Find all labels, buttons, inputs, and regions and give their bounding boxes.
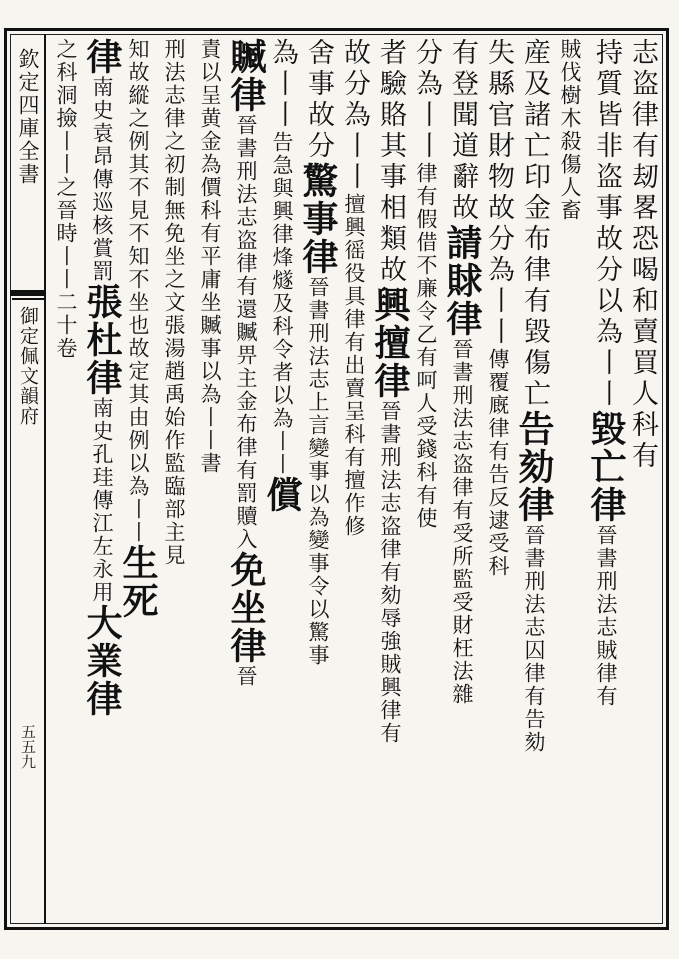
text-column	[513, 38, 555, 922]
entry-text: 傳覆廐律有告反逮受科	[486, 348, 510, 578]
entry-text: 責以呈黄金為價科有平庸坐贓事以為丨丨	[198, 38, 222, 452]
margin-book-title: 欽定四庫全書	[16, 48, 40, 186]
entry-heading: 告劾律	[513, 410, 555, 524]
entry-text: 晉時丨丨二十卷	[54, 199, 78, 360]
entry-text: 晉	[234, 665, 258, 688]
margin-page-number: 五五九	[19, 724, 37, 769]
entry-text: 失縣官財物故分為丨丨	[483, 38, 514, 348]
margin-work-title: 御定佩文韻府	[17, 306, 39, 426]
entry-heading: 贓律	[225, 38, 267, 114]
text-column	[297, 38, 339, 922]
entry-text: 律有假借不廉令乙有呵人受錢科有使	[414, 162, 438, 530]
fishtail-mark	[10, 290, 46, 296]
entry-text: 晉書刑法志盗律有還贓畀主金布律有罰贖入	[234, 114, 258, 551]
text-column	[585, 38, 627, 922]
entry-text: 舍事故分	[303, 38, 334, 162]
entry-text: 為丨丨	[267, 38, 298, 131]
entry-heading: 律	[81, 38, 123, 76]
text-column	[48, 38, 84, 922]
entry-text: 晉書刑法志盗律有受所監受財枉法雜	[450, 338, 474, 706]
entry-heading: 興擅律	[369, 286, 411, 400]
entry-text: 晉書刑法志上言變事以為變事令以驚事	[306, 276, 330, 667]
entry-text: 南史孔珪傳江左永用	[90, 397, 114, 604]
entry-text: 書	[198, 452, 222, 475]
text-column	[480, 38, 516, 922]
entry-text: 告急與興律烽燧及科令者以為丨丨	[270, 131, 294, 476]
text-column	[192, 38, 228, 922]
text-column	[552, 38, 588, 922]
entry-text: 晉書刑法志賊律有	[594, 524, 618, 708]
text-column	[336, 38, 372, 922]
text-column	[369, 38, 411, 922]
entry-heading: 生死	[117, 544, 159, 620]
entry-text: 晉書刑法志盗律有劾辱強賊興律有	[378, 400, 402, 745]
text-column	[441, 38, 483, 922]
entry-text: 分為丨丨	[411, 38, 442, 162]
fishtail-line	[12, 298, 44, 300]
entry-text: 有登聞道辭故	[447, 38, 478, 224]
text-column	[156, 38, 192, 922]
entry-text: 産及諸亡印金布律有毀傷亡	[519, 38, 550, 410]
entry-heading: 請賕律	[441, 224, 483, 338]
text-column	[81, 38, 123, 922]
entry-text: 賊伐樹木殺傷人畜	[558, 38, 582, 222]
entry-heading: 免坐律	[225, 551, 267, 665]
text-column	[408, 38, 444, 922]
entry-heading: 張杜律	[81, 283, 123, 397]
entry-text: 刑法志律之初制無免坐之文張湯趙禹始作監臨部主見	[162, 38, 186, 567]
entry-text: 者驗賂其事相類故	[375, 38, 406, 286]
entry-text: 擅興徭役具律有出賣呈科有擅作修	[342, 193, 366, 538]
entry-text: 志盗律有刼畧恐喝和賣買人科有	[627, 38, 658, 472]
entry-text: 南史袁昂傳巡核賞罰	[90, 76, 114, 283]
entry-text: 之科洞撿丨丨之	[54, 38, 78, 199]
entry-heading: 大業律	[81, 604, 123, 718]
entry-text: 故分為丨丨	[339, 38, 370, 193]
text-column	[624, 38, 660, 922]
entry-text: 晉書刑法志囚律有告劾	[522, 524, 546, 754]
text-column	[225, 38, 267, 922]
entry-heading: 毀亡律	[585, 410, 627, 524]
text-body	[48, 38, 660, 922]
entry-heading: 償	[261, 476, 303, 514]
entry-heading: 驚事律	[297, 162, 339, 276]
text-column	[117, 38, 159, 922]
entry-text: 知故縱之例其不見不知不坐也故定其由例以為丨丨	[126, 38, 150, 544]
entry-text: 持質皆非盗事故分以為丨丨	[591, 38, 622, 410]
text-column	[261, 38, 303, 922]
